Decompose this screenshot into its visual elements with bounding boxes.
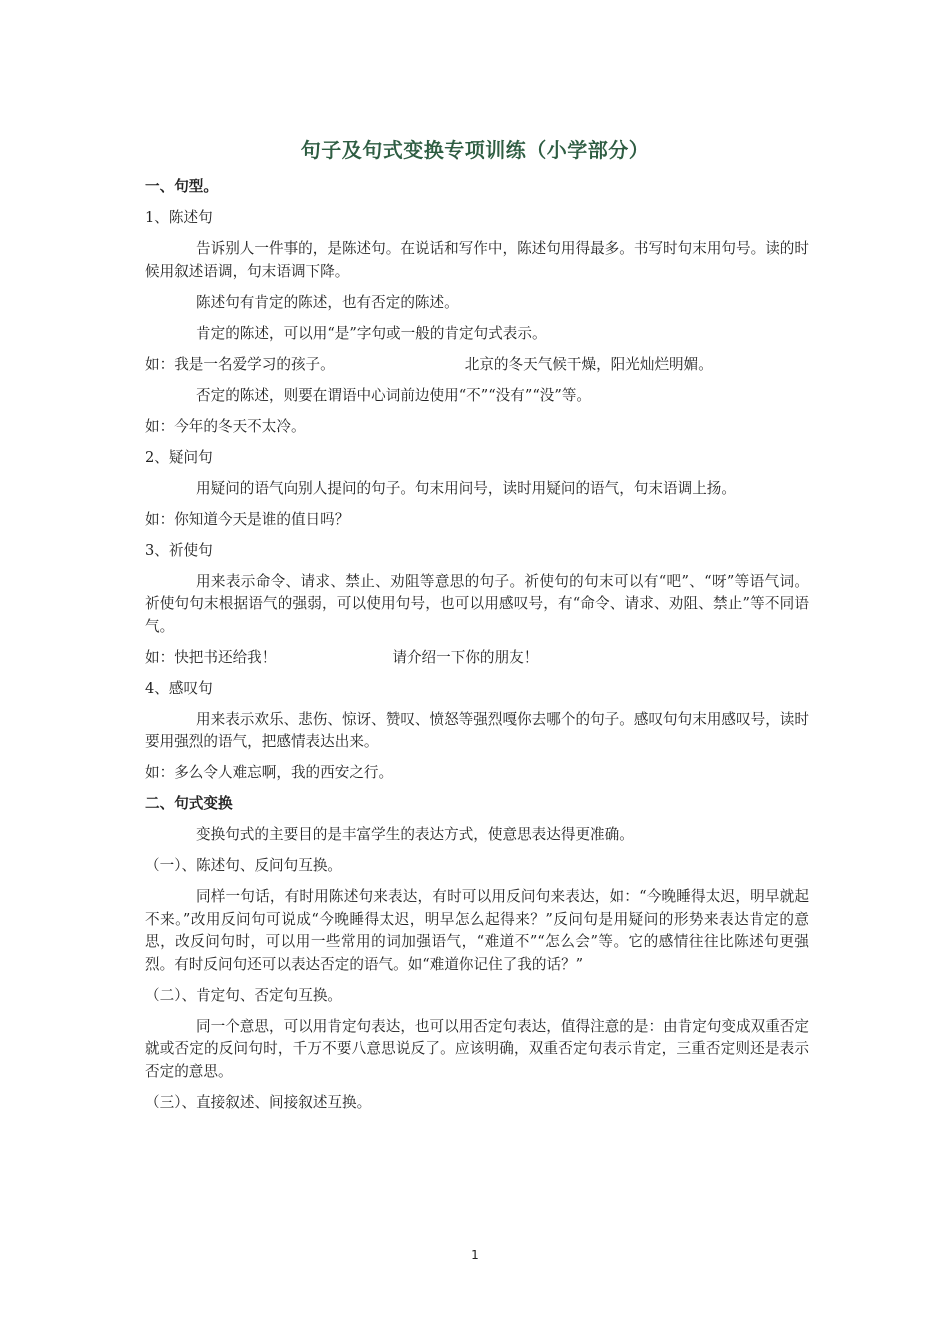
example-text: 如：快把书还给我！ xyxy=(145,648,277,666)
paragraph: 告诉别人一件事的，是陈述句。在说话和写作中，陈述句用得最多。书写时句末用句号。读的时候用叙述语调，句末语调下降。 xyxy=(145,240,809,280)
subsection-heading: （二）、肯定句、否定句互换。 xyxy=(145,986,343,1004)
example-text: 请介绍一下你的朋友！ xyxy=(392,648,539,666)
subsection-heading: 4、感叹句 xyxy=(145,679,213,697)
example-line: 如：今年的冬天不太冷。 xyxy=(145,417,306,435)
paragraph: 变换句式的主要目的是丰富学生的表达方式，使意思表达得更准确。 xyxy=(196,826,634,843)
paragraph: 陈述句有肯定的陈述，也有否定的陈述。 xyxy=(196,293,459,311)
example-line: 如：多么令人难忘啊，我的西安之行。 xyxy=(145,764,394,781)
paragraph: 同一个意思，可以用肯定句表达，也可以用否定句表达，值得注意的是：由肯定句变成双重否定就或否定的反问句时，千万不要八意思说反了。应该明确，双重否定句表示肯定，三重否定则还是表示否定的意思。 xyxy=(145,1017,809,1080)
example-line xyxy=(145,354,809,377)
example-line: 如：你知道今天是谁的值日吗？ xyxy=(145,510,350,528)
paragraph: 同样一句话，有时用陈述句来表达，有时可以用反问句来表达，如：“今晚睡得太迟，明早就起不来。”改用反问句可说成“今晚睡得太迟，明早怎么起得来？”反问句是用疑问的形势来表达肯定的意思，改反问句时，可以用一些常用的词加强语气，“难道不”“怎么会”等。它的感情往往比陈述句更强烈。有时反问句还可以表达否定的语气。如“难道你记住了我的话？” xyxy=(145,888,809,973)
document-title: 句子及句式变换专项训练（小学部分） xyxy=(300,138,650,162)
paragraph: 否定的陈述，则要在谓语中心词前边使用“不”“没有”“没”等。 xyxy=(196,386,592,404)
subsection-heading: （一）、陈述句、反问句互换。 xyxy=(145,857,343,874)
subsection-heading: 2、疑问句 xyxy=(145,448,213,466)
subsection-heading: 3、祈使句 xyxy=(145,541,213,559)
example-text: 北京的冬天气候干燥，阳光灿烂明媚。 xyxy=(464,355,713,373)
paragraph: 用来表示命令、请求、禁止、劝阻等意思的句子。祈使句的句末可以有“吧”、“呀”等语气词。祈使句句末根据语气的强弱，可以使用句号，也可以用感叹号，有“命令、请求、劝阻、禁止”等不同语气。 xyxy=(145,572,809,635)
section-heading: 二、句式变换 xyxy=(145,795,233,812)
document-body xyxy=(145,176,809,1123)
paragraph: 肯定的陈述，可以用“是”字句或一般的肯定句式表示。 xyxy=(196,324,547,342)
section-heading: 一、句型。 xyxy=(145,178,218,195)
page-number: 1 xyxy=(471,1248,479,1262)
subsection-heading: 1、陈述句 xyxy=(145,209,213,226)
paragraph: 用疑问的语气向别人提问的句子。句末用问号，读时用疑问的语气，句末语调上扬。 xyxy=(196,479,736,497)
paragraph: 用来表示欢乐、悲伤、惊讶、赞叹、愤怒等强烈嘎你去哪个的句子。感叹句句末用感叹号，读时要用强烈的语气，把感情表达出来。 xyxy=(145,710,809,750)
example-line xyxy=(145,647,809,670)
subsection-heading: （三）、直接叙述、间接叙述互换。 xyxy=(145,1093,372,1111)
example-text: 如：我是一名爱学习的孩子。 xyxy=(145,355,335,373)
